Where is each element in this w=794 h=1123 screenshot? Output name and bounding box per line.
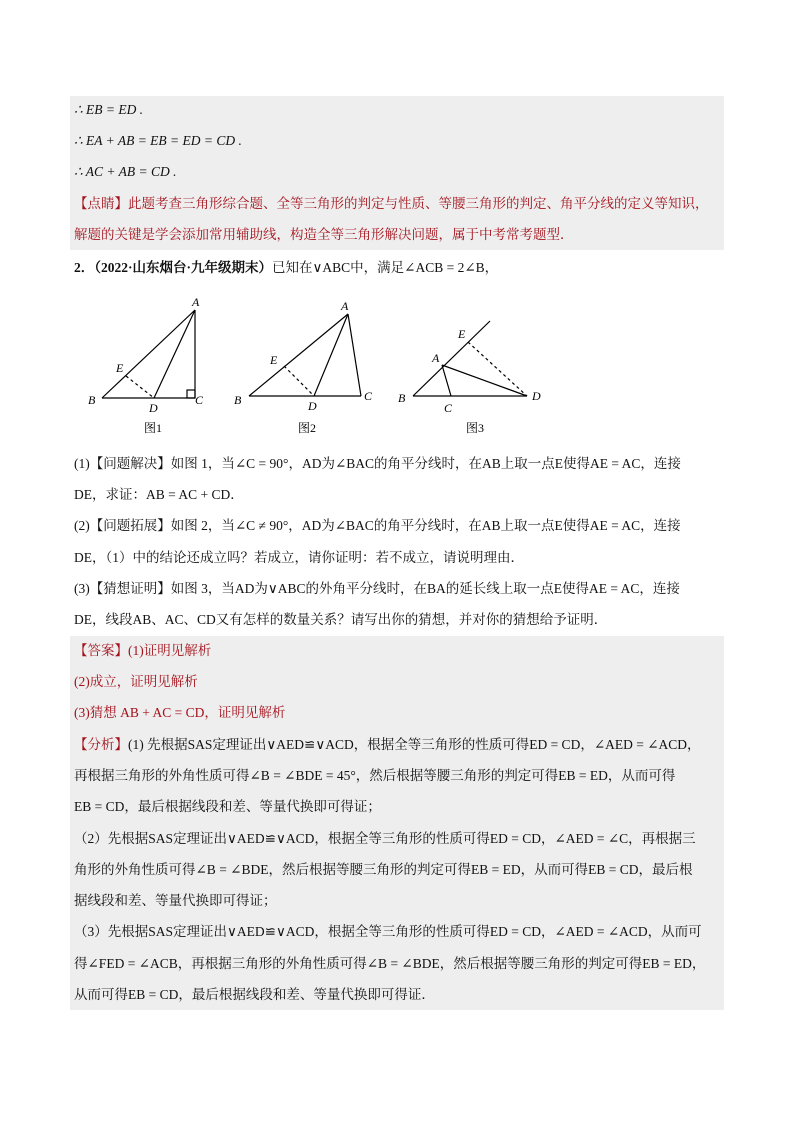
figure-1 [102, 310, 195, 398]
svg-text:E: E [458, 327, 466, 341]
analysis-2-line-2: 角形的外角性质可得∠B = ∠BDE，然后根据等腰三角形的判定可得EB = ED，从而可得EB = CD，最后根 [74, 862, 693, 877]
svg-text:B: B [398, 391, 406, 405]
dianjing-line-2: 解题的关键是学会添加常用辅助线，构造全等三角形解决问题，属于中考常考题型． [74, 227, 574, 242]
svg-text:C: C [364, 389, 373, 403]
fig3-caption: 图3 [466, 421, 485, 435]
svg-text:B: B [88, 393, 96, 407]
svg-text:A: A [341, 299, 349, 313]
analysis-2-line-3: 据线段和差、等量代换即可得证； [74, 893, 277, 908]
analysis-1-line-1: 【分析】(1) 先根据SAS定理证出∨AED≌∨ACD，根据全等三角形的性质可得ED = CD，∠AED = ∠ACD， [74, 737, 701, 752]
proof-line-1: ∴ EB = ED . [74, 102, 144, 117]
geometry-figures [84, 292, 564, 442]
answer-line-3: (3)猜想 AB + AC = CD，证明见解析 [74, 705, 286, 720]
analysis-1-line-2: 再根据三角形的外角性质可得∠B = ∠BDE = 45°，然后根据等腰三角形的判定可得EB = ED，从而可得 [74, 768, 676, 783]
part3-line-1: (3)【猜想证明】如图 3，当AD为∨ABC的外角平分线时，在BA的延长线上取一点E使得AE = AC，连接 [74, 581, 680, 596]
svg-text:B: B [234, 393, 242, 407]
answer-line-1: 【答案】(1)证明见解析 [74, 643, 212, 658]
analysis-2-line-1: （2）先根据SAS定理证出∨AED≌∨ACD，根据全等三角形的性质可得ED = CD，∠AED = ∠C，再根据三 [74, 831, 696, 846]
part2-line-1: (2)【问题拓展】如图 2，当∠C ≠ 90°，AD为∠BAC的角平分线时，在AB上取一点E使得AE = AC，连接 [74, 518, 681, 533]
question-heading: 2．（2022·山东烟台·九年级期末）已知在∨ABC中，满足∠ACB = 2∠B， [74, 260, 499, 275]
fig2-caption: 图2 [298, 421, 317, 435]
part3-line-2: DE，线段AB、AC、CD又有怎样的数量关系？请写出你的猜想，并对你的猜想给予证明． [74, 612, 608, 627]
svg-text:A: A [192, 295, 200, 309]
part1-line-2: DE，求证：AB = AC + CD． [74, 487, 244, 502]
analysis-3-line-3: 从而可得EB = CD，最后根据线段和差、等量代换即可得证． [74, 987, 435, 1002]
svg-text:C: C [444, 401, 453, 415]
dianjing-line-1: 【点睛】此题考查三角形综合题、全等三角形的判定与性质、等腰三角形的判定、角平分线的定义等知识， [74, 196, 709, 211]
geometry-svg [84, 292, 564, 442]
svg-text:E: E [116, 361, 124, 375]
part2-line-2: DE，（1）中的结论还成立吗？若成立，请你证明：若不成立，请说明理由． [74, 550, 524, 565]
answer-line-2: (2)成立，证明见解析 [74, 674, 198, 689]
figure-2 [249, 314, 361, 396]
svg-text:E: E [270, 353, 278, 367]
analysis-3-line-2: 得∠FED = ∠ACB，再根据三角形的外角性质可得∠B = ∠BDE，然后根据等腰三角形的判定可得EB = ED， [74, 956, 706, 971]
figure-3 [413, 321, 527, 396]
fig1-caption: 图1 [144, 421, 163, 435]
svg-text:A: A [432, 351, 440, 365]
svg-text:C: C [195, 393, 204, 407]
analysis-1-line-3: EB = CD，最后根据线段和差、等量代换即可得证； [74, 799, 381, 814]
analysis-3-line-1: （3）先根据SAS定理证出∨AED≌∨ACD，根据全等三角形的性质可得ED = CD，∠AED = ∠ACD，从而可 [74, 924, 702, 939]
part1-line-1: (1)【问题解决】如图 1，当∠C = 90°，AD为∠BAC的角平分线时，在AB上取一点E使得AE = AC，连接 [74, 456, 681, 471]
proof-line-2: ∴ EA + AB = EB = ED = CD . [74, 133, 242, 148]
svg-text:D: D [532, 389, 541, 403]
proof-line-3: ∴ AC + AB = CD . [74, 164, 177, 179]
svg-text:D: D [308, 399, 317, 413]
svg-text:D: D [149, 401, 158, 415]
